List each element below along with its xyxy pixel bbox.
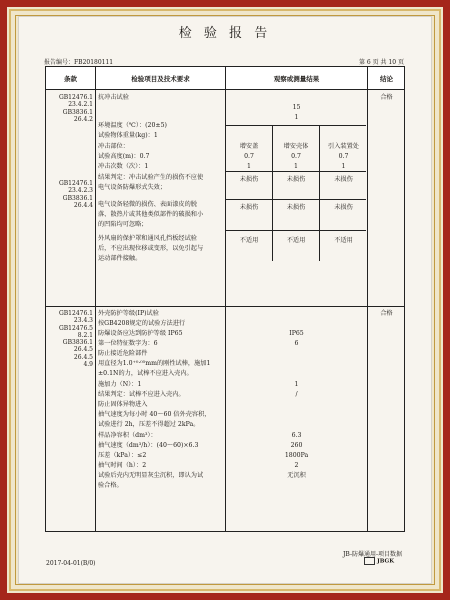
count-value: 1 xyxy=(294,163,298,170)
time-result: 2 xyxy=(294,462,299,469)
impact-line: 冲击次数（次）：1 xyxy=(98,163,149,170)
volume-result: 6.3 xyxy=(291,432,302,439)
requirement-text: 电气设备防爆形式失效； xyxy=(98,184,167,191)
requirement-text: 电气设备轻微的损伤、表面漆皮的脱 xyxy=(98,201,197,208)
env-temp-value: 15 xyxy=(292,104,301,111)
impact-line: 试验高度(m)：0.7 xyxy=(98,153,150,160)
ip-line: 验合格。 xyxy=(98,482,123,489)
requirement-text: 结果判定：冲击试验产生的损伤不应使 xyxy=(98,174,204,181)
requirement-text: 后，不应出现位移或变形，以免引起与 xyxy=(98,245,204,252)
height-value: 0.7 xyxy=(244,153,254,160)
height-value: 0.7 xyxy=(291,153,301,160)
column-divider xyxy=(95,67,96,531)
position-label: 增安壳体 xyxy=(283,143,309,150)
ip-conclusion: 合格 xyxy=(380,310,393,317)
position-label: 引入装置处 xyxy=(328,143,359,150)
digit-result: 6 xyxy=(294,340,299,347)
requirement-text: 落、散热片或其他类似部件的破损和小 xyxy=(98,211,204,218)
requirement-result: 未损伤 xyxy=(334,176,353,183)
impact-standard-mid: GB12476.1 23.4.2.3 GB3836.1 26.4.4 xyxy=(58,180,93,209)
ip-line: 防爆设备应达到防护等级 IP65 xyxy=(98,330,183,337)
section-divider xyxy=(46,306,404,307)
footer-right: JB-防爆通用-项目数据 xyxy=(343,551,402,558)
judge-result: / xyxy=(295,391,298,398)
requirement-result: 不适用 xyxy=(334,237,353,244)
page-indicator: 第 6 页 共 10 页 xyxy=(359,59,404,66)
header-result: 观察或测量结果 xyxy=(273,75,320,83)
position-label: 增安盖 xyxy=(239,143,259,150)
ip-line: ±0.1N的力，试棒不应进入壳内。 xyxy=(98,370,193,377)
result-grid-line xyxy=(225,125,366,126)
requirement-text: 的凹陷均可忽略； xyxy=(98,221,148,228)
impact-line: 试验物体重量(kg)：1 xyxy=(98,132,158,139)
ip-line: 第一位特征数字为：6 xyxy=(98,340,158,347)
header-clause: 条款 xyxy=(64,75,77,83)
ip-result: IP65 xyxy=(289,330,304,337)
impact-conclusion: 合格 xyxy=(380,94,393,101)
ip-line: 防止接近危险部件 xyxy=(98,350,148,357)
requirement-result: 不适用 xyxy=(239,237,259,244)
ip-line: 样品净容积（dm³）： xyxy=(98,432,157,439)
requirement-result: 未损伤 xyxy=(286,204,306,211)
logo-icon xyxy=(364,557,375,565)
ip-standard: GB12476.1 23.4.3 GB12476.5 8.2.1 GB3836.1 26.4.5 26.4.5 4.9 xyxy=(58,310,93,369)
requirement-result: 未损伤 xyxy=(334,204,353,211)
report-number: 报告编号：FB20180111 xyxy=(44,59,114,66)
requirement-result: 不适用 xyxy=(286,237,306,244)
force-result: 1 xyxy=(294,381,299,388)
ip-line: 外壳防护等级(IP)试验 xyxy=(98,310,159,317)
footer-date: 2017-04-01(B/0) xyxy=(46,560,96,567)
height-value: 0.7 xyxy=(338,153,349,160)
rate-result: 260 xyxy=(290,442,303,449)
header-conclusion: 结论 xyxy=(380,75,393,83)
ip-line: 结果判定：试棒不应进入壳内。 xyxy=(98,391,185,398)
ip-line: 施加力（N）：1 xyxy=(98,381,142,388)
count-value: 1 xyxy=(247,163,251,170)
result-grid-line xyxy=(225,230,366,231)
requirement-text: 外风扇的保护罩和通风孔挡板经试验 xyxy=(98,235,197,242)
test-table xyxy=(45,66,405,532)
column-divider xyxy=(367,67,368,531)
ip-line: 用直径为1.0⁺⁰·⁰⁵mm的刚性试棒，施加1 xyxy=(98,360,211,367)
count-value: 1 xyxy=(341,163,346,170)
pressure-result: 1800Pa xyxy=(284,452,309,459)
jbgk-logo xyxy=(364,557,394,565)
impact-line: 冲击部位： xyxy=(98,143,129,150)
ip-line: 试验后壳内无明显灰尘沉积，即认为试 xyxy=(98,472,204,479)
ip-line: 按GB4208规定的试验方法进行 xyxy=(98,320,186,327)
ip-line: 试验进行 2h，压差不得超过 2kPa。 xyxy=(98,421,200,428)
ip-line: 防止固体异物进入 xyxy=(98,401,148,408)
logo-text: JBGK xyxy=(377,558,394,565)
ip-line: 抽气时间（h）：2 xyxy=(98,462,147,469)
ip-line: 压差（kPa）：≤2 xyxy=(98,452,147,459)
ip-line: 抽气速度（dm³/h）：(40～60)×6.3 xyxy=(98,442,199,449)
impact-standard-top: GB12476.1 23.4.2.1 GB3836.1 26.4.2 xyxy=(58,94,93,123)
impact-line: 环境温度（℃）：(20±5) xyxy=(98,122,167,129)
result-grid-line xyxy=(225,171,366,172)
requirement-result: 未损伤 xyxy=(286,176,306,183)
dust-result: 无沉积 xyxy=(287,472,306,479)
mass-value: 1 xyxy=(294,114,299,121)
requirement-result: 未损伤 xyxy=(239,204,259,211)
report-title: 检 验 报 告 xyxy=(178,26,272,41)
ip-line: 抽气速度为每小时 40～60 倍外壳容积， xyxy=(98,411,211,418)
requirement-text: 运动部件接触。 xyxy=(98,255,142,262)
impact-title: 抗冲击试验 xyxy=(98,94,129,101)
requirement-result: 未损伤 xyxy=(239,176,259,183)
result-grid-line xyxy=(225,199,366,200)
header-item: 检验项目及技术要求 xyxy=(131,75,190,83)
